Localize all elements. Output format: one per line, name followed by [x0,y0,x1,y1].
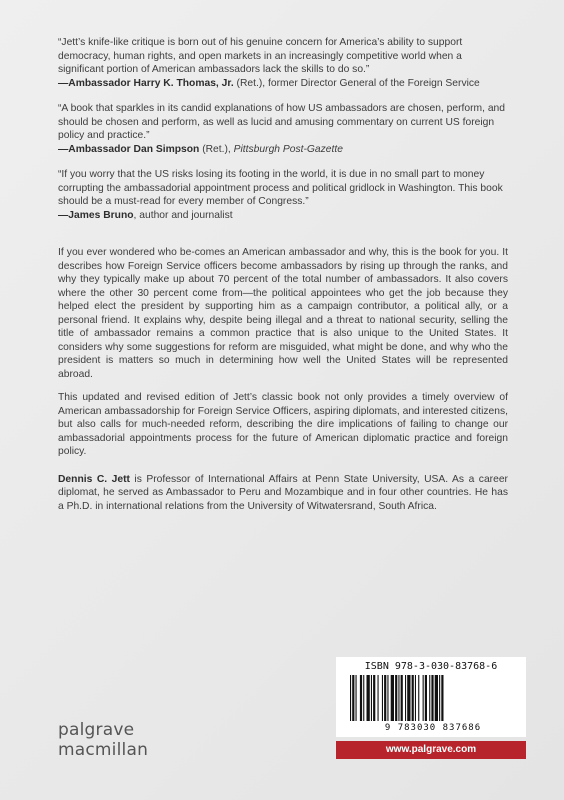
description-paragraph-1: If you ever wondered who be-comes an American ambassador and why, this is the book for you. It describes how Foreign Service officers become ambassadors by rising up through the ranks, and why they typically make up about 70 percent of the total number of ambassadors. It also covers where the other 30 percent come from—the political appointees who get the job because they helped elect the president by supporting him as a campaign contributor, a political ally, or a personal friend. It explains why, despite being illegal and a threat to national security, selling the title of ambassador remains a common practice that is also unique to the United States. It considers why some suggestions for reform are misguided, what might be done, and why who the president is matters so much in determining how well the United States will be represented abroad. [58,247,508,380]
quote-block-1 [58,36,508,90]
quote-attribution [58,143,508,157]
attribution-name: —James Bruno [58,209,134,221]
barcode-digits: 9 783030 837686 [384,723,482,733]
attribution-name: —Ambassador Dan Simpson [58,143,200,155]
publisher-url[interactable]: www.palgrave.com [336,741,526,759]
description-paragraph-2: This updated and revised edition of Jett’s classic book not only provides a timely overview of American ambassadorship for Foreign Service Officers, aspiring diplomats, and interested citizens, but also calls for much-needed reform, describing the dire implications of failing to change our ambassadorial appointments process for the future of American diplomatic practice and foreign policy. [58,392,508,457]
attribution-publication: Pittsburgh Post-Gazette [233,143,343,155]
logo-line-macmillan: macmillan [58,740,149,760]
quote-text: “Jett’s knife-like critique is born out of his genuine concern for America’s ability to support democracy, human rights, and open markets in an increasingly competitive world when a significant portion of American ambassadors lack the skills to do so.” [58,37,463,75]
quote-text: “A book that sparkles in its candid explanations of how US ambassadors are chosen, perform, and should be chosen and perform, as well as lucid and amusing commentary on current US foreign policy and practice.” [58,103,506,141]
publisher-logo [58,720,148,760]
barcode [336,657,526,737]
author-bio-text: is Professor of International Affairs at Penn State University, USA. As a career diplomat, he served as Ambassador to Peru and Mozambique and in four other countries. He has a Ph.D. in international relations from the University of Witwatersrand, South Africa. [58,473,508,512]
attribution-detail: (Ret.), [199,143,234,155]
quote-attribution [58,209,508,223]
author-name: Dennis C. Jett [58,473,130,485]
logo-line-palgrave: palgrave [58,720,135,740]
quote-attribution [58,77,508,91]
author-bio [58,473,508,514]
quote-block-3 [58,168,508,222]
quote-block-2 [58,102,508,156]
attribution-detail: , author and journalist [133,209,233,221]
barcode-bars-icon [350,675,516,723]
cover-text [58,36,508,523]
attribution-name: —Ambassador Harry K. Thomas, Jr. [58,77,234,89]
quote-text: “If you worry that the US risks losing its footing in the world, it is due in no small part to money corrupting the ambassadorial appointment process and political gridlock in Washington. This book should be a must-read for every member of Congress.” [58,169,503,207]
attribution-detail: (Ret.), former Director General of the Foreign Service [233,77,480,89]
isbn-text: ISBN 978-3-030-83768-6 [364,661,498,672]
